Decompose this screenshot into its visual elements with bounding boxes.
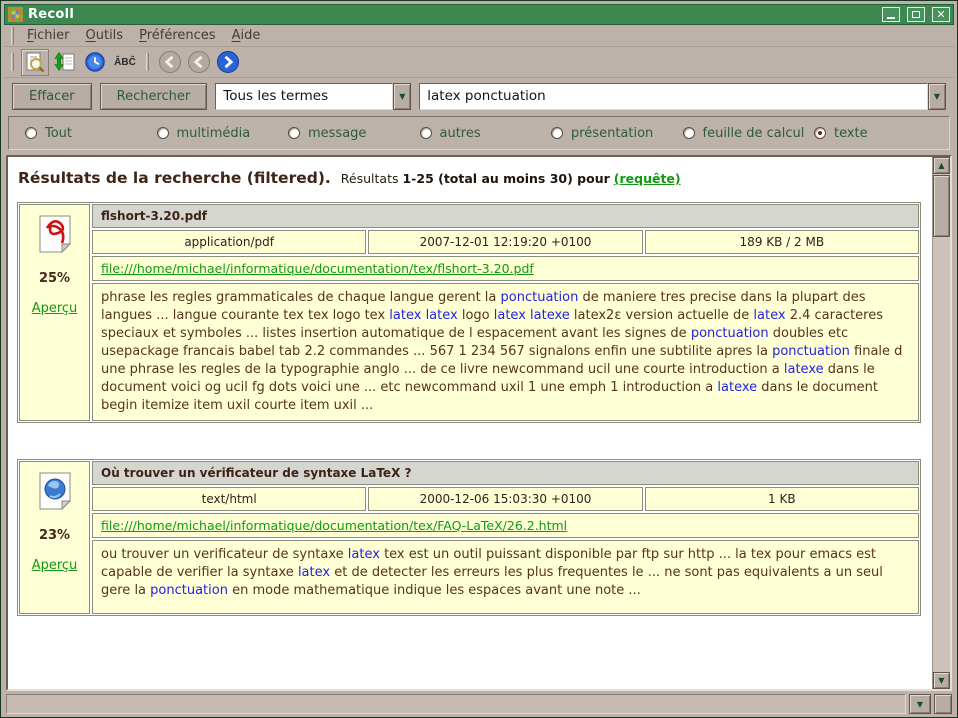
results-heading: Résultats de la recherche (filtered). (18, 169, 331, 187)
chevron-down-icon[interactable]: ▼ (928, 83, 946, 110)
result-main (92, 461, 919, 614)
menu-preferences[interactable]: Préférences (139, 28, 216, 43)
result-mime: application/pdf (92, 230, 366, 254)
scroll-down-icon[interactable]: ▼ (933, 672, 950, 689)
radio-icon[interactable] (25, 127, 37, 139)
relevance-percent: 23% (38, 528, 71, 543)
filter-feuille-de-calcul[interactable] (683, 126, 815, 141)
highlighted-term: ponctuation (500, 290, 579, 305)
result-date: 2007-12-01 12:19:20 +0100 (368, 230, 642, 254)
document-sort-icon (54, 51, 76, 73)
scrollbar-trough[interactable] (933, 238, 950, 672)
result-meta-row (92, 230, 919, 254)
radio-icon[interactable] (551, 127, 563, 139)
close-button[interactable]: ✕ (932, 7, 950, 22)
snippet-text: dans le document voici og ucil fg dots voici une ... etc newcommand uxil 1 une emph 1 introduction a (101, 362, 875, 395)
result-side-panel (19, 204, 90, 421)
snippet-text: de maniere tres precise dans la plupart des langues ... langue courante tex tex logo tex (101, 290, 866, 323)
highlighted-term: latex (493, 308, 526, 323)
highlighted-term: latex (297, 565, 331, 580)
forward-arrow-icon (216, 50, 240, 74)
result-meta-row (92, 487, 919, 511)
menu-outils[interactable]: Outils (85, 28, 124, 43)
search-mode-select[interactable] (215, 83, 411, 110)
result-snippet (92, 540, 919, 614)
preview-link[interactable]: Aperçu (31, 558, 78, 573)
snippet-text: 2.4 caracteres speciaux et symboles ... listes insertion automatique de l espacement avant les signes de (101, 308, 883, 341)
preview-link[interactable]: Aperçu (31, 301, 78, 316)
snippet-text: dans le document begin itemize item uxil courte item uxil ... (101, 380, 878, 413)
filter-label: feuille de calcul (702, 125, 805, 141)
highlighted-term: latexe (783, 362, 824, 377)
menubar-grip[interactable] (11, 27, 14, 45)
titlebar (4, 4, 954, 25)
filter-label: Tout (45, 125, 73, 141)
result-entry (17, 202, 921, 423)
menu-aide[interactable]: Aide (231, 28, 261, 43)
previous-page-button[interactable] (185, 49, 212, 76)
filter-message[interactable] (288, 126, 420, 141)
scrollbar-corner (934, 694, 952, 714)
radio-icon[interactable] (683, 127, 695, 139)
filter-label: texte (834, 125, 868, 141)
radio-icon[interactable] (157, 127, 169, 139)
history-button[interactable] (81, 49, 109, 76)
snippet-text: en mode mathematique indique les espaces avant une note ... (227, 583, 641, 598)
bottom-scroll-strip (6, 694, 952, 714)
show-preview-button[interactable] (21, 49, 49, 76)
highlighted-term: latexe (717, 380, 758, 395)
window-title: Recoll (28, 7, 75, 22)
clock-icon (84, 51, 106, 73)
highlighted-term: latex (425, 308, 458, 323)
snippet-text: ou trouver un verificateur de syntaxe (101, 547, 348, 562)
filter-label: autres (439, 125, 481, 141)
snippet-text: latex2ε version actuelle de (569, 308, 754, 323)
filter-label: multimédia (176, 125, 251, 141)
filter-multimedia[interactable] (157, 126, 289, 141)
pdf-file-icon (37, 214, 73, 254)
filter-label: message (308, 125, 367, 141)
results-summary: Résultats 1-25 (total au moins 30) pour (requête) (340, 171, 681, 186)
highlighted-term: ponctuation (690, 326, 769, 341)
minimize-icon (887, 17, 895, 19)
result-title: Où trouver un vérificateur de syntaxe LaTeX ? (92, 461, 919, 485)
results-area (6, 155, 952, 691)
query-input[interactable] (420, 88, 927, 104)
result-size: 1 KB (645, 487, 919, 511)
result-side-panel (19, 461, 90, 614)
maximize-button[interactable] (907, 7, 925, 22)
bottom-scrollbar-trough[interactable] (6, 694, 906, 714)
search-row (4, 78, 954, 114)
snippet-text: phrase les regles grammaticales de chaque langue gerent la (101, 290, 501, 305)
snippet-text: logo (457, 308, 494, 323)
menu-fichier[interactable]: Fichier (27, 28, 70, 43)
results-list (8, 157, 932, 689)
document-search-icon (24, 51, 46, 73)
result-url-cell (92, 256, 919, 281)
toolbar-grip[interactable] (11, 53, 14, 71)
highlighted-term: ponctuation (772, 344, 850, 359)
chevron-down-icon[interactable]: ▼ (393, 83, 411, 110)
spellcheck-icon: ÂBĈ (114, 56, 136, 68)
result-main (92, 204, 919, 421)
back-arrow-icon (187, 50, 211, 74)
result-url-link[interactable]: file:///home/michael/informatique/documentation/tex/FAQ-LaTeX/26.2.html (101, 518, 568, 533)
maximize-icon (912, 11, 920, 18)
minimize-button[interactable] (882, 7, 900, 22)
highlighted-term: latex (753, 308, 786, 323)
menubar (4, 25, 954, 47)
category-filter-bar (8, 116, 950, 150)
scroll-down-icon[interactable]: ▼ (909, 694, 931, 714)
filter-texte[interactable] (814, 126, 868, 141)
scrollbar-thumb[interactable] (933, 175, 950, 237)
clear-button[interactable]: Effacer (12, 83, 92, 110)
results-header (18, 168, 920, 187)
snippet-text: finale d une phrase les regles de la typographie anglo ... de ce livre newcommand ucil une courte introduction a (101, 344, 903, 377)
first-page-button[interactable] (156, 49, 183, 76)
term-explorer-button[interactable] (111, 49, 139, 76)
snippet-text: et de detecter les erreurs les plus frequentes le ... ne sont pas equivalents a un seul gere la (101, 565, 883, 598)
highlighted-term: latex (389, 308, 422, 323)
relevance-percent: 25% (38, 271, 71, 286)
result-date: 2000-12-06 15:03:30 +0100 (368, 487, 642, 511)
snippet-text: doubles etc usepackage francais babel tab 2.2 commandes ... 567 1 234 567 signalons enfin une subtilite apres la (101, 326, 849, 359)
highlighted-term: latexe (530, 308, 570, 323)
radio-icon[interactable] (420, 127, 432, 139)
filter-presentation[interactable] (551, 126, 683, 141)
results-vertical-scrollbar[interactable] (932, 157, 950, 689)
result-url-cell (92, 513, 919, 538)
snippet-text: tex est un outil puissant disponible par ftp sur http ... la tex pour emacs est capable de verifier la syntaxe (101, 547, 877, 580)
highlighted-term: ponctuation (150, 583, 228, 598)
highlighted-term: latex (347, 547, 380, 562)
sort-results-button[interactable] (51, 49, 79, 76)
search-mode-value: Tous les termes (223, 88, 329, 104)
next-page-button[interactable] (214, 49, 241, 76)
filter-autres[interactable] (420, 126, 552, 141)
back-arrow-icon (158, 50, 182, 74)
toolbar-grip-2[interactable] (146, 53, 149, 71)
html-file-icon (37, 471, 73, 511)
result-title: flshort-3.20.pdf (92, 204, 919, 228)
result-snippet (92, 283, 919, 421)
toolbar (4, 47, 954, 78)
result-entry (17, 459, 921, 616)
scroll-up-icon[interactable]: ▲ (933, 157, 950, 174)
filter-tout[interactable] (25, 126, 157, 141)
recoll-app-icon (8, 7, 23, 22)
radio-selected-icon[interactable] (814, 127, 826, 139)
radio-icon[interactable] (288, 127, 300, 139)
result-mime: text/html (92, 487, 366, 511)
filter-label: présentation (571, 125, 654, 141)
result-size: 189 KB / 2 MB (645, 230, 919, 254)
search-button[interactable]: Rechercher (100, 83, 208, 110)
result-url-link[interactable]: file:///home/michael/informatique/documentation/tex/flshort-3.20.pdf (101, 261, 534, 276)
query-details-link[interactable]: (requête) (613, 171, 681, 186)
query-combo[interactable] (419, 83, 946, 110)
